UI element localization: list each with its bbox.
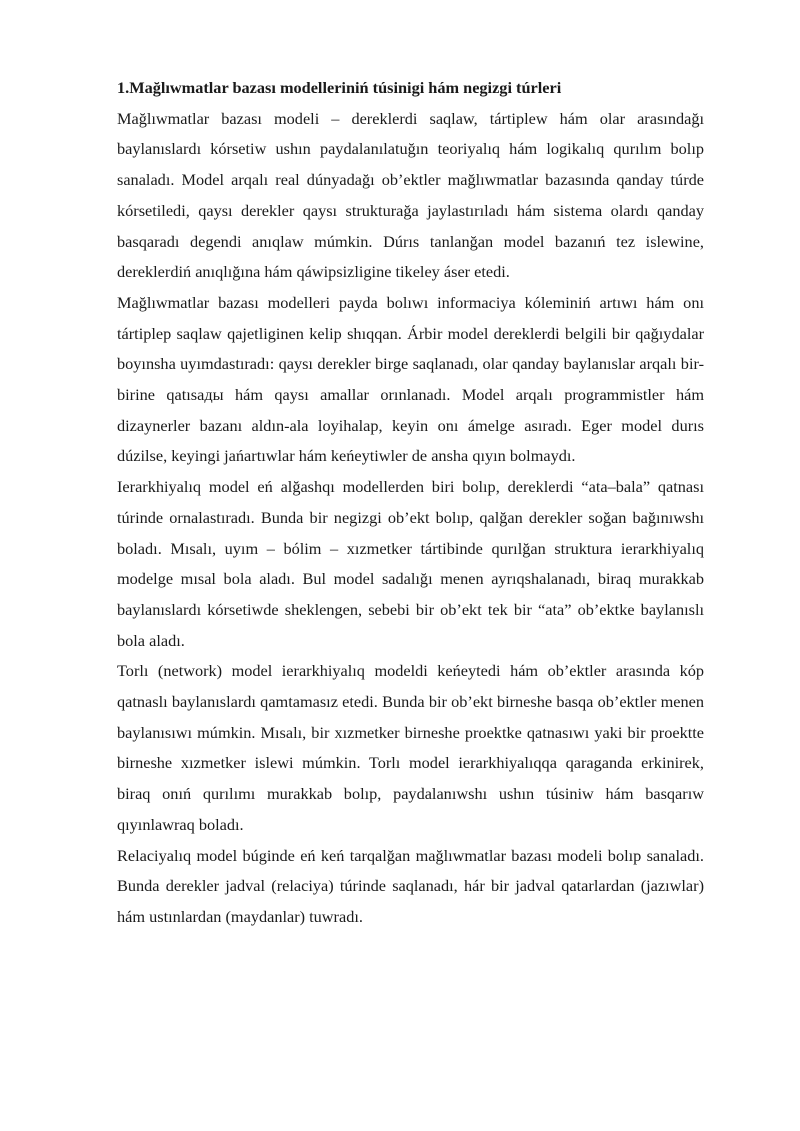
paragraph-network-model: Torlı (network) model ierarkhiyalıq modeldi keńeytedi hám ob’ektler arasında kóp qatnaslı baylanıslardı qamtamasız etedi. Bunda bir ob’ekt birneshe basqa ob’ektler menen baylanısıwı múmkin. Mısalı, bir xızmetker birneshe proektke qatnasıwı yaki bir proektte birneshe xızmetker islewi múmkin. Torlı model ierarkhiyalıqqa qaraganda erkinirek, biraq onıń qurılımı murakkab bolıp, paydalanıwshı ushın túsiniw hám basqarıw qıyınlawraq boladı. (117, 661, 704, 834)
paragraph-model-definition: Mağlıwmatlar bazası modeli – dereklerdi saqlaw, tártiplew hám olar arasındağı baylanıslardı kórsetiw ushın paydalanılatuğın teoriyalıq hám logikalıq qurılım bolıp sanaladı. Model arqalı real dúnyadağı ob’ektler mağlıwmatlar bazasında qanday túrde kórsetiledi, qaysı derekler qaysı strukturağa jaylastırıladı hám sistema olardı qanday basqaradı degendi anıqlaw múmkin. Dúrıs tanlanğan model bazanıń tez islewine, dereklerdiń anıqlığına hám qáwipsizligine tikeley áser etedi. (117, 108, 704, 282)
document-body (117, 73, 704, 933)
section-heading: 1.Mağlıwmatlar bazası modelleriniń túsinigi hám negizgi túrleri (117, 78, 562, 97)
paragraph-model-origin: Mağlıwmatlar bazası modelleri payda bolıwı informaciya kóleminiń artıwı hám onı tártiplep saqlaw qajetliginen kelip shıqqan. Árbir model dereklerdi belgili bir qağıydalar boyınsha uyımdastıradı: qaysı derekler birge saqlanadı, olar qanday baylanıslar arqalı bir-birine qatısады hám qaysı amallar orınlanadı. Model arqalı programmistler hám dizaynerler bazanı aldın-ala loyihalap, keyin onı ámelge asıradı. Eger model durıs dúzilse, keyingi jańartıwlar hám keńeytiwler de ansha qıyın bolmaydı. (117, 292, 704, 466)
paragraph-relational-model: Relaciyalıq model búginde eń keń tarqalğan mağlıwmatlar bazası modeli bolıp sanaladı. Bunda derekler jadval (relaciya) túrinde saqlanadı, hár bir jadval qatarlardan (jazıwlar) hám ustınlardan (maydanlar) tuwradı. (117, 845, 704, 926)
paragraph-hierarchical-model: Ierarkhiyalıq model eń alğashqı modellerden biri bolıp, dereklerdi “ata–bala” qatnası túrinde ornalastıradı. Bunda bir negizgi ob’ekt bolıp, qalğan derekler soğan bağınıwshı boladı. Mısalı, uyım – bólim – xızmetker tártibinde qurılğan struktura ierarkhiyalıq modelge mısal bola aladı. Bul model sadalığı menen ayrıqshalanadı, biraq murakkab baylanıslardı kórsetiwde sheklengen, sebebi bir ob’ekt tek bir “ata” ob’ektke baylanıslı bola aladı. (117, 477, 704, 650)
